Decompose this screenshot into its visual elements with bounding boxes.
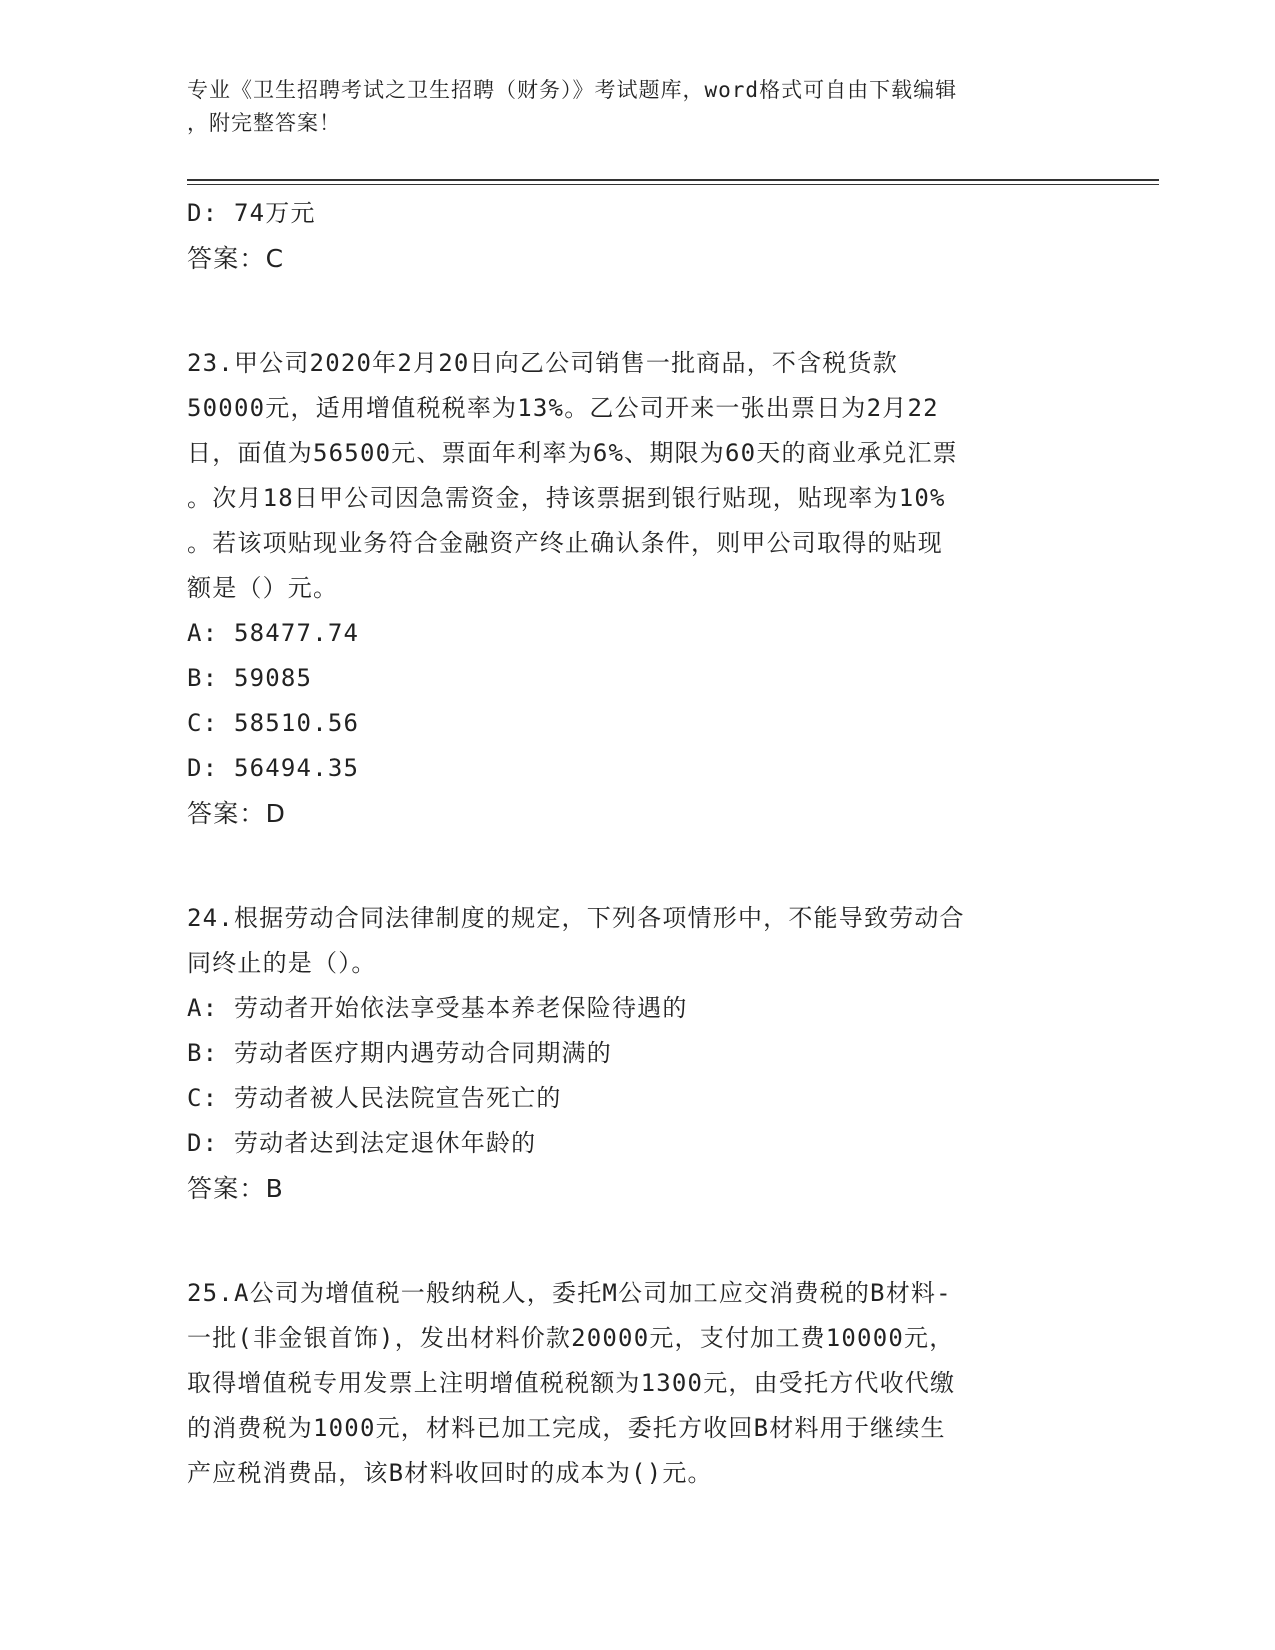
question-stem-line: 。次月18日甲公司因急需资金，持该票据到银行贴现，贴现率为10% [187, 484, 946, 512]
question-stem-line: 产应税消费品，该B材料收回时的成本为()元。 [187, 1459, 713, 1487]
answer-line: 答案：D [187, 799, 287, 828]
option-b: B: 59085 [187, 664, 313, 692]
question-24 [187, 896, 1087, 1211]
document-body [187, 191, 1087, 1496]
header-line-1: 专业《卫生招聘考试之卫生招聘（财务）》考试题库，word格式可自由下载编辑 [187, 78, 958, 102]
question-stem-line: 25.A公司为增值税一般纳税人，委托M公司加工应交消费税的B材料- [187, 1279, 952, 1307]
question-stem-line: 同终止的是（）。 [187, 949, 377, 977]
answer-line: 答案：C [187, 244, 285, 273]
option-a: A: 58477.74 [187, 619, 360, 647]
header-divider-thin [187, 184, 1159, 185]
question-23 [187, 341, 1087, 836]
option-b: B: 劳动者医疗期内遇劳动合同期满的 [187, 1039, 612, 1067]
option-a: A: 劳动者开始依法享受基本养老保险待遇的 [187, 994, 688, 1022]
answer-line: 答案：B [187, 1174, 284, 1203]
question-stem-line: 额是（）元。 [187, 574, 339, 602]
question-stem-line: 24.根据劳动合同法律制度的规定，下列各项情形中，不能导致劳动合 [187, 904, 965, 932]
previous-question-tail [187, 191, 1087, 281]
question-25 [187, 1271, 1087, 1496]
document-header [187, 74, 1087, 140]
option-d: D: 劳动者达到法定退休年龄的 [187, 1129, 537, 1157]
header-divider-thick [187, 179, 1159, 181]
question-stem-line: 一批(非金银首饰)，发出材料价款20000元，支付加工费10000元， [187, 1324, 955, 1352]
question-stem-line: 50000元，适用增值税税率为13%。乙公司开来一张出票日为2月22 [187, 394, 939, 422]
option-d: D: 74万元 [187, 199, 316, 227]
option-d: D: 56494.35 [187, 754, 360, 782]
question-stem-line: 取得增值税专用发票上注明增值税税额为1300元，由受托方代收代缴 [187, 1369, 956, 1397]
question-stem-line: 日，面值为56500元、票面年利率为6%、期限为60天的商业承兑汇票 [187, 439, 958, 467]
question-stem-line: 23.甲公司2020年2月20日向乙公司销售一批商品，不含税货款 [187, 349, 898, 377]
question-stem-line: 的消费税为1000元，材料已加工完成，委托方收回B材料用于继续生 [187, 1414, 946, 1442]
question-stem-line: 。若该项贴现业务符合金融资产终止确认条件，则甲公司取得的贴现 [187, 529, 943, 557]
option-c: C: 劳动者被人民法院宣告死亡的 [187, 1084, 562, 1112]
header-line-2: ，附完整答案！ [187, 111, 341, 135]
option-c: C: 58510.56 [187, 709, 360, 737]
